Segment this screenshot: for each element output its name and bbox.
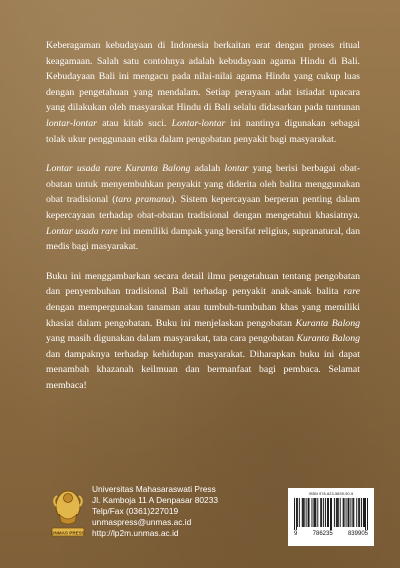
isbn-barcode-box xyxy=(288,488,374,546)
barcode-bar xyxy=(350,498,351,527)
text-run: atau kitab suci. xyxy=(96,117,172,129)
publisher-phone: Telp/Fax (0361)227019 xyxy=(92,506,179,517)
text-run: yang berisi berbagai obat-obatan untuk menyembuhkan penyakit yang diderita oleh balita menggunakan obat tradisional ( xyxy=(46,163,360,206)
logo-caption: UNMAS PRESS xyxy=(51,530,85,536)
barcode-bar xyxy=(302,498,303,527)
barcode-bar xyxy=(348,498,349,527)
text-run: yang masih digunakan dalam masyarakat, tata cara pengobatan xyxy=(46,333,297,345)
paragraph-1 xyxy=(46,38,360,147)
barcode-bar xyxy=(338,498,339,527)
barcode-bar xyxy=(352,498,353,527)
synopsis xyxy=(46,38,360,407)
italic-term: Lontar usada rare Kuranta Balong xyxy=(46,163,191,175)
text-run: ini nantinya digunakan sebagai tolak ukur penggunaan etika dalam pengobatan penyakit bagi masyarakat. xyxy=(46,117,360,145)
barcode-bar xyxy=(294,498,295,530)
paragraph-2 xyxy=(46,161,360,255)
barcode-bar xyxy=(364,498,365,527)
unmas-press-logo xyxy=(48,484,88,542)
publisher-info xyxy=(92,484,218,539)
paragraph-3 xyxy=(46,269,360,394)
barcode-bar xyxy=(309,498,310,527)
text-run: Keberagaman kebudayaan di Indonesia berkaitan erat dengan proses ritual keagamaan. Salah satu contohnya adalah kebudayaan agama Hindu di Bali. Kebudayaan Bali ini mengacu pada nilai-nilai agama Hindu yang cukup luas dengan pengetahuan yang mendalam. Setiap perayaan adat istiadat upacara yang dilakukan oleh masyarakat Hindu di Bali selalu didasarkan pada tuntunan xyxy=(46,40,360,114)
publisher-website: http://lp2m.unmas.ac.id xyxy=(92,528,179,539)
barcode-bar xyxy=(349,498,350,527)
barcode-digits xyxy=(294,531,368,537)
barcode-digit-group-2: 839905 xyxy=(347,531,368,537)
barcode-bar xyxy=(321,498,322,527)
barcode-bar xyxy=(356,498,357,527)
barcode-bar xyxy=(313,498,314,527)
barcode-bar xyxy=(330,498,331,530)
barcode-bar xyxy=(365,498,366,530)
barcode-bar xyxy=(340,498,341,527)
barcode-bar xyxy=(325,498,326,527)
barcode-bar xyxy=(304,498,305,527)
barcode-bar xyxy=(367,498,368,530)
barcode-bar xyxy=(308,498,309,527)
barcode-bar xyxy=(315,498,316,527)
publisher-name: Universitas Mahasaraswati Press xyxy=(92,484,216,494)
italic-term: taro pramana xyxy=(115,194,171,206)
barcode-bar xyxy=(346,498,347,527)
publisher-address: Jl. Kamboja 11 A Denpasar 80233 xyxy=(92,495,219,506)
barcode-bar xyxy=(363,498,364,527)
barcode-bar xyxy=(312,498,313,527)
barcode-bar xyxy=(323,498,324,527)
publisher-footer xyxy=(48,484,368,554)
italic-term: rare xyxy=(343,286,360,298)
barcode xyxy=(294,498,368,530)
barcode-digit-group-1: 786235 xyxy=(312,531,333,537)
barcode-bar xyxy=(361,498,362,527)
barcode-bar xyxy=(343,498,344,527)
italic-term: lontar-lontar xyxy=(46,117,97,129)
barcode-bar xyxy=(337,498,338,527)
barcode-bar xyxy=(358,498,359,527)
barcode-bar xyxy=(314,498,315,527)
barcode-bar xyxy=(303,498,304,527)
barcode-bar xyxy=(317,498,318,527)
italic-term: Kuranta Balong xyxy=(296,333,360,345)
isbn-label: ISBN 978-623-5839-90-5 xyxy=(308,492,354,496)
text-run: adalah xyxy=(190,163,225,175)
text-run: dengan mempergunakan tanaman atau tumbuh-tumbuhan khas yang memiliki khasiat dalam pengobatan. Buku ini menjelaskan pengobatan xyxy=(46,301,360,329)
italic-term: lontar xyxy=(224,163,249,175)
barcode-bar xyxy=(331,498,332,530)
barcode-digit-lead: 9 xyxy=(294,531,298,537)
barcode-bar xyxy=(327,498,328,527)
text-run: ini memiliki dampak yang bersifat religius, supranatural, dan medis bagi masyarakat. xyxy=(46,225,361,253)
text-run: Buku ini menggambarkan secara detail ilmu pengetahuan tentang pengobatan dan penyembuhan tradisional Bali terhadap penyakit anak-anak balita xyxy=(46,270,360,298)
barcode-bar xyxy=(299,498,300,527)
barcode-bar xyxy=(297,498,298,527)
italic-term: Lontar usada rare xyxy=(46,225,118,237)
barcode-bar xyxy=(334,498,335,527)
italic-term: Kuranta Balong xyxy=(295,317,360,329)
publisher-email: unmaspress@unmas.ac.id xyxy=(92,517,192,528)
italic-term: Lontar-lontar xyxy=(171,117,226,129)
barcode-bar xyxy=(336,498,337,527)
barcode-bar xyxy=(353,498,354,527)
text-run: ). Sistem kepercayaan berperan penting dalam kepercayaan terhadap obat-obatan tradisional dengan mengetahui khasiatnya. xyxy=(46,194,361,221)
barcode-bar xyxy=(296,498,297,530)
barcode-bar xyxy=(359,498,360,527)
barcode-bar xyxy=(306,498,307,527)
barcode-bar xyxy=(320,498,321,527)
barcode-bar xyxy=(344,498,345,527)
text-run: dan dampaknya terhadap kehidupan masyarakat. Diharapkan buku ini dapat menambah khazanah keilmuan dan bermanfaat bagi pembaca. Selamat membaca! xyxy=(46,348,360,391)
barcode-bar xyxy=(328,498,329,527)
